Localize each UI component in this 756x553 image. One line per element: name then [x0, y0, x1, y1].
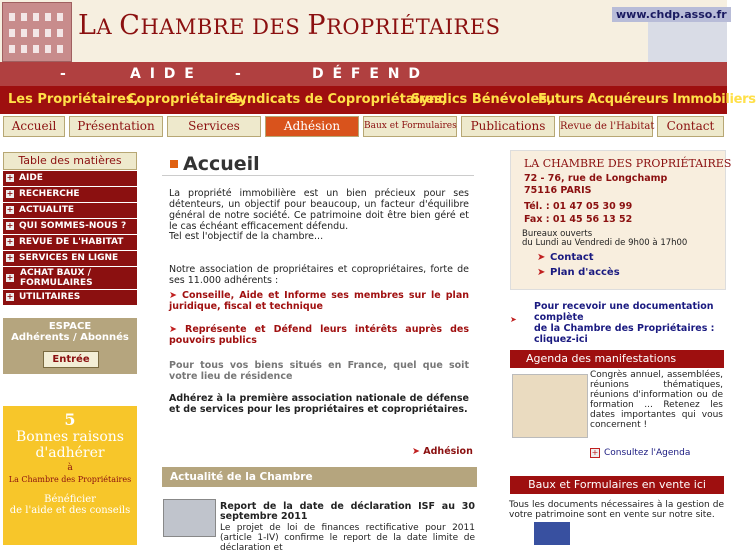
promo-a: à: [67, 463, 73, 473]
plus-icon: +: [6, 236, 14, 246]
baux-image[interactable]: [534, 522, 570, 545]
office-hours-label: Bureaux ouverts: [522, 229, 593, 239]
audience-bar: [0, 86, 756, 114]
agenda-header: Agenda des manifestations: [510, 350, 724, 368]
member-area-title: ESPACE: [48, 321, 92, 332]
nav-revue[interactable]: Revue de l'Habitat: [559, 116, 653, 137]
arrow-icon: ➤: [169, 290, 183, 301]
nav-presentation[interactable]: Présentation: [69, 116, 163, 137]
intro-paragraph: La propriété immobilière est un bien précieux pour ses détenteurs, un objectif pour beaucoup, un facteur d'équilibre général de notre société. Ce patrimoine doit être bien géré et le cas échéant efficacement défendu.: [169, 188, 469, 232]
audience-item: Copropriétaires,: [127, 92, 247, 107]
promo-line2: d'adhérer: [35, 445, 105, 461]
site-url[interactable]: www.chdp.asso.fr: [612, 7, 731, 22]
news-text: Le projet de loi de finances rectificative pour 2011 (article 1-IV) confirme le report de la date limite de déclaration et: [220, 523, 475, 553]
audience-item: Syndics Bénévoles,: [411, 92, 552, 107]
plus-icon: +: [6, 204, 14, 214]
contact-link[interactable]: Contact: [550, 252, 594, 263]
member-area: [3, 318, 137, 374]
baux-text: Tous les documents nécessaires à la gestion de votre patrimoine sont en vente sur notre site.: [509, 500, 724, 520]
documentation-link[interactable]: Pour recevoir une documentation complète de la Chambre des Propriétaires : cliquez-ici: [534, 301, 715, 345]
toc-item-utilitaires[interactable]: + UTILITAIRES: [3, 290, 137, 305]
arrow-icon: ➤: [510, 315, 517, 324]
toc-item-qui-sommes-nous[interactable]: + QUI SOMMES-NOUS ?: [3, 219, 137, 234]
audience-item: Futurs Acquéreurs Immobiliers: [538, 92, 756, 107]
title-square-icon: [170, 160, 178, 168]
office-hours: du Lundi au Vendredi de 9h00 à 17h00: [522, 238, 688, 248]
adhesion-link[interactable]: ➤ Adhésion: [412, 446, 473, 457]
promo-line1: Bonnes raisons: [15, 429, 124, 445]
tagline-defend: D É F E N D: [312, 66, 423, 82]
building-logo: [2, 2, 72, 62]
association-paragraph: Notre association de propriétaires et copropriétaires, forte de ses 11.000 adhérents :: [169, 264, 469, 286]
plus-icon: +: [6, 188, 14, 198]
news-header: Actualité de la Chambre: [162, 467, 477, 487]
contact-org: LA CHAMBRE DES PROPRIÉTAIRES: [524, 157, 732, 170]
table-of-contents: [3, 152, 137, 305]
plan-acces-link[interactable]: Plan d'accès: [550, 267, 620, 278]
toc-item-actualite[interactable]: + ACTUALITE: [3, 203, 137, 218]
plus-icon: +: [591, 448, 599, 457]
plus-icon: +: [6, 220, 14, 230]
promo-org: La Chambre des Propriétaires: [8, 475, 132, 484]
news-title[interactable]: Report de la date de déclaration ISF au 30 septembre 2011: [220, 501, 475, 522]
promo-b2: de l'aide et des conseils: [9, 505, 131, 516]
tagline-dash: -: [60, 66, 68, 82]
nav-publications[interactable]: Publications: [461, 116, 555, 137]
page-title: Accueil: [183, 153, 260, 175]
mission-conseille: ➤ Conseille, Aide et Informe ses membres sur le plan juridique, fiscal et technique: [169, 290, 469, 312]
nav-accueil[interactable]: Accueil: [3, 116, 65, 137]
site-header: [0, 0, 727, 63]
site-title: LA CHAMBRE DES PROPRIÉTAIRES: [78, 10, 501, 41]
tagline-aide: A I D E: [130, 66, 196, 82]
arrow-icon: ➤: [412, 446, 424, 457]
main-nav: [0, 114, 727, 140]
tagline-dash: -: [235, 66, 243, 82]
arrow-icon: ➤: [537, 267, 546, 278]
tagline-bar: [0, 62, 727, 86]
audience-item: Syndicats de Copropriétaires,: [229, 92, 447, 107]
toc-item-recherche[interactable]: + RECHERCHE: [3, 187, 137, 202]
baux-header: Baux et Formulaires en vente ici: [510, 476, 724, 494]
nav-contact[interactable]: Contact: [657, 116, 724, 137]
toc-title: Table des matières: [3, 152, 137, 170]
contact-city: 75116 PARIS: [524, 185, 592, 196]
member-area-subtitle: Adhérents / Abonnés: [11, 332, 129, 343]
agenda-text: Congrès annuel, assemblées, réunions thématiques, réunions d'information ou de formation ... Retenez les dates importantes qui vous concernent !: [590, 370, 723, 430]
toc-item-services[interactable]: + SERVICES EN LIGNE: [3, 251, 137, 266]
contact-fax: Fax : 01 45 56 13 52: [524, 214, 633, 225]
audience-item: Les Propriétaires,: [8, 92, 139, 107]
plus-icon: +: [6, 252, 14, 262]
agenda-link[interactable]: Consultez l'Agenda: [604, 448, 691, 458]
toc-item-revue[interactable]: + REVUE DE L'HABITAT: [3, 235, 137, 250]
contact-tel: Tél. : 01 47 05 30 99: [524, 201, 633, 212]
adherez-text: Adhérez à la première association nationale de défense et de services pour les propriétaires et copropriétaires.: [169, 393, 469, 415]
enter-button[interactable]: Entrée: [43, 351, 99, 368]
mission-represente: ➤ Représente et Défend leurs intérêts auprès des pouvoirs publics: [169, 324, 469, 346]
agenda-image: [512, 374, 588, 438]
plus-icon: +: [6, 291, 14, 301]
plus-icon: +: [6, 273, 14, 282]
nav-baux[interactable]: Baux et Formulaires: [363, 116, 457, 137]
arrow-icon: ➤: [537, 252, 546, 263]
intro-objective: Tel est l'objectif de la chambre...: [169, 231, 324, 242]
arrow-icon: ➤: [169, 324, 185, 335]
news-image: [163, 499, 216, 537]
promo-number: 5: [64, 410, 76, 429]
contact-address: 72 - 76, rue de Longchamp: [524, 173, 668, 184]
nav-adhesion[interactable]: Adhésion: [265, 116, 359, 137]
building-photo: [648, 22, 727, 62]
nav-services[interactable]: Services: [167, 116, 261, 137]
toc-item-achat[interactable]: + ACHAT BAUX / FORMULAIRES: [3, 267, 137, 289]
toc-item-aide[interactable]: + AIDE: [3, 171, 137, 186]
plus-icon: +: [6, 172, 14, 182]
biens-france: Pour tous vos biens situés en France, quel que soit votre lieu de résidence: [169, 360, 469, 382]
divider: [162, 175, 474, 176]
promo-b1: Bénéficier: [44, 494, 96, 505]
promo-banner[interactable]: [3, 406, 137, 545]
